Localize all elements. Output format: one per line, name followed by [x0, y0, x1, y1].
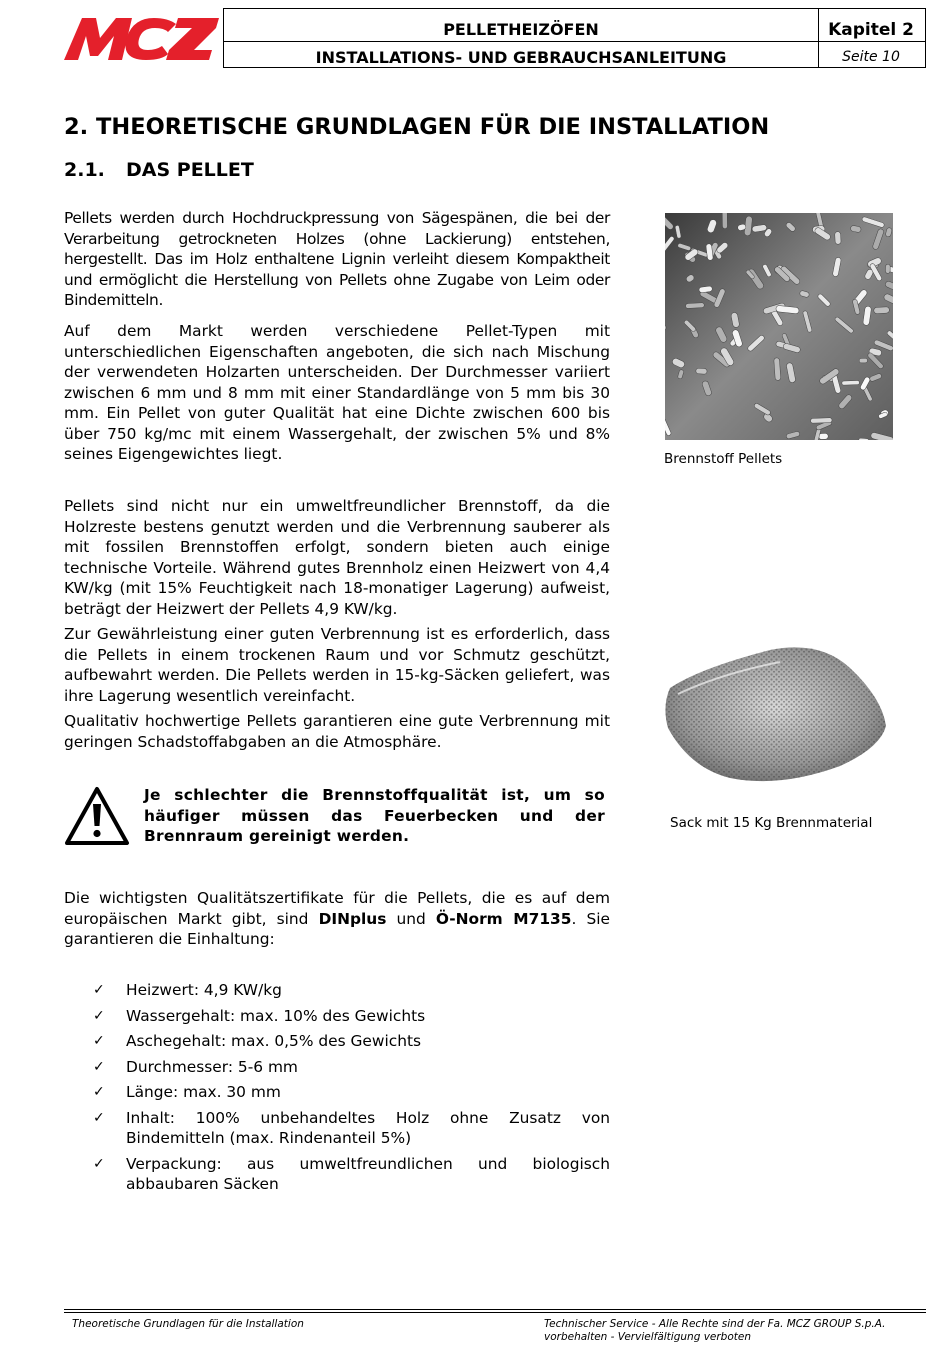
- header-title-line1: PELLETHEIZÖFEN: [443, 20, 599, 39]
- list-item: ✓ Aschegehalt: max. 0,5% des Gewichts: [93, 1032, 422, 1050]
- pellet-piece: [885, 264, 890, 273]
- header-title-line2: INSTALLATIONS- UND GEBRAUCHSANLEITUNG: [315, 48, 727, 67]
- header-divider: [224, 41, 818, 42]
- sack-caption: Sack mit 15 Kg Brennmaterial: [670, 815, 873, 831]
- pellets-photo: [665, 213, 893, 440]
- warning-triangle-icon: [64, 786, 130, 846]
- check-icon: ✓: [93, 1084, 105, 1100]
- mcz-logo: [64, 16, 219, 62]
- check-icon: ✓: [93, 982, 105, 998]
- list-item: ✓ Durchmesser: 5-6 mm: [93, 1057, 298, 1076]
- pellet-piece: [810, 418, 832, 424]
- subsection-number: 2.1.: [64, 159, 105, 181]
- page-number: Seite 10: [842, 49, 900, 65]
- requirements-list: [93, 980, 610, 1200]
- list-item: ✓ Länge: max. 30 mm: [93, 1083, 281, 1101]
- section-title: 2. THEORETISCHE GRUNDLAGEN FÜR DIE INSTALLATION: [64, 114, 770, 140]
- pellet-piece: [874, 307, 890, 314]
- pellet-piece: [722, 213, 727, 229]
- footer-rule: [64, 1312, 926, 1313]
- subsection-name: DAS PELLET: [126, 159, 254, 181]
- list-item: ✓ Wassergehalt: max. 10% des Gewichts: [93, 1006, 426, 1025]
- subsection-title: [64, 159, 254, 181]
- check-icon: ✓: [93, 1109, 105, 1126]
- footer-right-text: Technischer Service - Alle Rechte sind der Fa. MCZ GROUP S.p.A. vorbehalten - Vervielfältigung verboten: [544, 1318, 886, 1343]
- paragraph-certificates: [64, 888, 610, 950]
- list-item: ✓ Heizwert: 4,9 KW/kg: [93, 981, 282, 999]
- pellet-piece: [835, 232, 842, 245]
- list-item: ✓ Verpackung: aus umweltfreundlichen und biologisch abbaubaren Säcken: [93, 1154, 610, 1193]
- certificates-and: und: [386, 909, 436, 928]
- chapter-divider: [817, 41, 925, 42]
- paragraph-pellet-advantages: Pellets sind nicht nur ein umweltfreundlicher Brennstoff, da die Holzreste bestens genutzt werden und die Verbrennung sauberer als mit fossilen Brennstoffen erfolgt, sondern bieten auch einige technische Vorteile. Während gutes Brennholz einen Heizwert von 4,4 KW/kg (mit 15% Feuchtigkeit nach 18-monatiger Lagerung) aufweist, beträgt der Heizwert der Pellets 4,9 KW/kg.: [64, 497, 610, 618]
- list-item: ✓ Inhalt: 100% unbehandeltes Holz ohne Zusatz von Bindemitteln (max. Rindenanteil 5%): [93, 1108, 610, 1147]
- pellet-piece: [842, 380, 860, 385]
- pellet-piece: [685, 303, 704, 309]
- check-icon: ✓: [93, 1007, 105, 1024]
- certificates-text-b: . Sie garantieren die Einhaltung:: [64, 909, 610, 948]
- cert-dinplus: DINplus: [318, 909, 387, 928]
- paragraph-pellet-types: Auf dem Markt werden verschiedene Pellet-Typen mit unterschiedlichen Eigenschaften angeboten, die sich nach Mischung der verwendeten Holzarten unterscheiden. Der Durchmesser variiert zwischen 6 mm und 8 mm mit einer Standardlänge von 5 mm bis 30 mm. Ein Pellet von guter Qualität hat eine Dichte zwischen 600 bis über 750 kg/mc mit einem Wassergehalt, der zwischen 5% und 8% seines Eigengewichtes liegt.: [64, 322, 610, 463]
- cert-oenorm: Ö-Norm M7135: [435, 909, 572, 928]
- footer-left-text: Theoretische Grundlagen für die Installation: [72, 1318, 304, 1330]
- certificates-text-a: Die wichtigsten Qualitätszertifikate für die Pellets, die es auf dem europäischen Markt gibt, sind: [64, 889, 610, 928]
- footer-rule: [64, 1309, 926, 1310]
- paragraph-pellet-quality: Qualitativ hochwertige Pellets garantieren eine gute Verbrennung mit geringen Schadstoffabgaben an die Atmosphäre.: [64, 712, 610, 751]
- check-icon: ✓: [93, 1033, 105, 1049]
- pellet-piece: [696, 368, 707, 374]
- pellet-sack-photo: [660, 628, 888, 793]
- header-chapter-box: [817, 8, 926, 68]
- chapter-label: Kapitel 2: [828, 20, 914, 40]
- paragraph-pellet-storage: Zur Gewährleistung einer guten Verbrennung ist es erforderlich, dass die Pellets in einem trockenen Raum und vor Schmutz geschützt, aufbewahrt werden. Die Pellets werden in 15-kg-Säcken geliefert, was ihre Lagerung wesentlich vereinfacht.: [64, 625, 610, 705]
- header-title-box: [223, 8, 819, 68]
- pellets-caption: Brennstoff Pellets: [664, 451, 783, 467]
- pellet-piece: [859, 358, 867, 363]
- check-icon: ✓: [93, 1058, 105, 1075]
- check-icon: ✓: [93, 1155, 105, 1172]
- paragraph-pellet-production: Pellets werden durch Hochdruckpressung von Sägespänen, die bei der Verarbeitung getrockneten Holzes (ohne Lackierung) entstehen, hergestellt. Das im Holz enthaltene Lignin verleiht diesem Kompaktheit und ermöglicht die Herstellung von Pellets ohne Zugabe von Leim oder Bindemitteln.: [64, 209, 610, 309]
- warning-text: Je schlechter die Brennstoffqualität ist, um so häufiger müssen das Feuerbecken und der Brennraum gereinigt werden.: [144, 786, 605, 845]
